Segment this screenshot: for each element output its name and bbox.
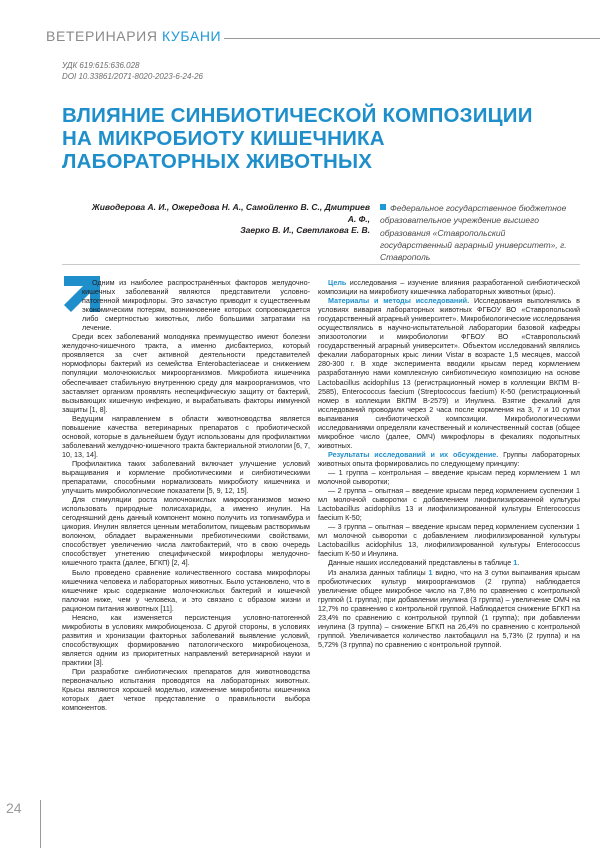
methods-label: Материалы и методы исследований.: [328, 296, 470, 306]
analysis-paragraph: [318, 568, 580, 649]
group-item: — 1 группа – контрольная – введение крысам перед кормлением 1 мл молочной сыворотки;: [318, 467, 580, 487]
journal-name-part2: КУБАНИ: [162, 28, 222, 44]
analysis-text: видно, что на 3 сутки выпаивания крысам пробиотических культур микроорганизмов (2 группа) наблюдается увеличение общее микробное число на 7,8% по сравнению с контрольной группой (1 группа); при добавлении инулина (3 группа) – увеличение ОМЧ на 12,7% по сравнению с контрольной группой. Наблюдается снижение БГКП на 23,4% по сравнению с контрольной группой (1 группа); при добавлении инулина (3 группа) – снижение БГКП на 26,4% по сравнению с контрольной группой. Увеличивается количество лактобацилл на 5,73% (2 группа) и на 5,72% (3 группа) по сравнению с контрольной группой.: [318, 567, 580, 649]
analysis-text-start: Из анализа данных таблицы: [328, 567, 429, 577]
paragraph: Для стимуляции роста молочнокислых микроорганизмов можно использовать природные полисахариды, а именно инулин. На сегодняшний день данный компонент можно получить из топинамбура и цикория. Инулин является ценным метаболитом, пищевым растворимым волокном, обладает выраженными пребиотическими свойствами, способствует увеличению числа лактобактерий, что в свою очередь способствует угнетению специфической микрофлоры желудочно-кишечного тракта (далее, БГКП) [2, 4].: [62, 495, 310, 568]
page-number: 24: [6, 800, 22, 816]
paragraph: При разработке синбиотических препаратов для животноводства первоначально испытания проводятся на лабораторных животных. Крысы являются хорошей моделью, изменение микробиоты кишечника которых дает четкое представление о правильности выбора компонентов.: [62, 667, 310, 713]
paragraph: Ведущим направлением в области животноводства является повышение качества ветеринарных препаратов с пробиотической основой, которые в дальнейшем будут использованы для профилактики заболеваний желудочно-кишечного тракта бактериальной этиологии [6, 7, 10, 13, 14].: [62, 413, 310, 459]
paragraph: Профилактика таких заболеваний включает улучшение условий выращивания и кормление пробиотическими и синбиотическими препаратами, способными нормализовать микробиоту кишечника и улучшить микробиологические показатели [5, 9, 12, 15].: [62, 458, 310, 496]
data-intro-text: Данные наших исследований представлены в таблице: [328, 558, 514, 568]
methods-text: Исследования выполнялись в условиях вивария лабораторных животных ФГБОУ ВО «Ставропольский государственный аграрный университет». Микробиологические исследования осуществлялись в научно-испытательной лаборатории базовой кафедры эпизоотологии и микробиологии ФГБОУ ВО «Ставропольский государственный аграрный университет». Объектом исследований являлись фекалии лабораторных крыс линии Vistar в возрасте 1,5 месяцев, массой 280-300 г. В ходе эксперимента вводили крысам перед кормлением разработанную нами комплексную синбиотическую композицию на основе Lactobacillus acidophilus 13 (регистрационный номер в коллекции ВКПМ B-2585), Enterococcus faecium (Streptococcus faecium) К-50 (регистрационный номер в коллекции ВКПМ B-2579) и Инулина. Взятие фекалий для исследований проводили через 2 часа после кормления на 3, 7 и 10 сутки выпаивания синбиотической композиции. Микробиологическими исследованиями определяли качественный и количественный состав (общее микробное число (далее, ОМЧ) микрофлоры в фекалиях подопытных животных.: [318, 296, 580, 450]
aim-text: исследования – изучение влияния разработанной синбиотической композиции на микробиоту кишечника лабораторных животных (крыс).: [318, 278, 580, 297]
table-reference-link[interactable]: 1: [428, 567, 433, 577]
square-bullet-icon: [380, 204, 386, 210]
section-divider: [62, 264, 580, 265]
results-text: Группы лабораторных животных опыта формировались по следующему принципу:: [318, 449, 580, 468]
data-intro-end: .: [517, 558, 520, 568]
paragraph: Было проведено сравнение количественного состава микрофлоры кишечника человека и лабораторных животных. Было установлено, что в кишечнике крыс содержание молочнокислых бактерий и кишечной палочки ниже, чем у человека, и это связано с образом жизни и рационом питания животных [11].: [62, 567, 310, 613]
group-item: — 3 группа – опытная – введение крысам перед кормлением суспензии 1 мл молочной сыворотки с добавлением лиофилизированной культуры Lactobacillus acidophilus 13, лиофилизированной культуры Enterococcus faecium К-50 и Инулина.: [318, 522, 580, 559]
article-title: ВЛИЯНИЕ СИНБИОТИЧЕСКОЙ КОМПОЗИЦИИ НА МИКРОБИОТУ КИШЕЧНИКА ЛАБОРАТОРНЫХ ЖИВОТНЫХ: [62, 104, 533, 173]
paragraph: Одним из наиболее распространённых факторов желудочно-кишечных заболеваний являются представители условно-патогенной микрофлоры. Это зачастую приводит к существенным экономическим потерям, возникновение которых сопровождается либо смертностью животных, либо большими затратами на лечение.: [82, 278, 310, 333]
udk-code: УДК 619:615:636.028: [62, 61, 140, 70]
aim-paragraph: [318, 278, 580, 296]
methods-paragraph: [318, 296, 580, 450]
authors-line-1: Живодерова А. И., Ожередова Н. А., Самойленко В. С., Дмитриев А. Ф.,: [91, 202, 370, 224]
affiliation: [380, 202, 570, 263]
results-label: Результаты исследований и их обсуждение.: [328, 449, 499, 459]
table-reference-link[interactable]: 1: [513, 558, 518, 568]
journal-name-part1: ВЕТЕРИНАРИЯ: [46, 28, 163, 44]
paragraph: Неясно, как изменяется персистенция условно-патогенной микробиоты в условиях микробиоценоза. С другой стороны, в условиях развития и хронизации факторных заболеваний выявление условий, способствующих формированию патологического микробиоценоза, является одним из приоритетных направлений ветеринарной науки и практики [3].: [62, 612, 310, 667]
aim-label: Цель: [328, 278, 347, 287]
authors: [90, 202, 370, 237]
group-item: — 2 группа – опытная – введение крысам перед кормлением суспензии 1 мл молочной сыворотки с добавлением лиофилизированной культуры Lactobacillus acidophilus 13 и лиофилизированной культуры Enterococcus faecium К-50;: [318, 486, 580, 523]
journal-name: [46, 28, 221, 44]
data-intro-paragraph: [318, 558, 580, 567]
header-rule: [224, 38, 600, 39]
article-identifiers: [62, 60, 203, 82]
left-column: [62, 278, 310, 712]
results-paragraph: [318, 450, 580, 468]
right-column: [318, 278, 580, 649]
affiliation-text: Федеральное государственное бюджетное образовательное учреждение высшего образования «Ставропольский государственный аграрный университет», г. Ставрополь: [380, 203, 567, 263]
authors-line-2: Заерко В. И., Светлакова Е. В.: [240, 225, 370, 235]
paragraph: Среди всех заболеваний молодняка преимущество имеют болезни желудочно-кишечного тракта, а именно дисбактериоз, который проявляется за счет активной деятельности представителей нормофлоры бактерий из семейства Enterobacteriaceae и снижением популяции молочнокислых микроорганизмов. Микробиота кишечника обеспечивает стабильную внутреннюю среду для макроорганизмов, что заставляет организм проявлять неспецифическую защиту от бактерий, вызывающих кишечную инфекцию, и вырабатывать факторы иммунной защиты [1, 8].: [62, 332, 310, 414]
page-number-rule: [40, 800, 41, 848]
journal-header: [46, 28, 600, 48]
doi: DOI 10.33861/2071-8020-2023-6-24-26: [62, 72, 203, 81]
